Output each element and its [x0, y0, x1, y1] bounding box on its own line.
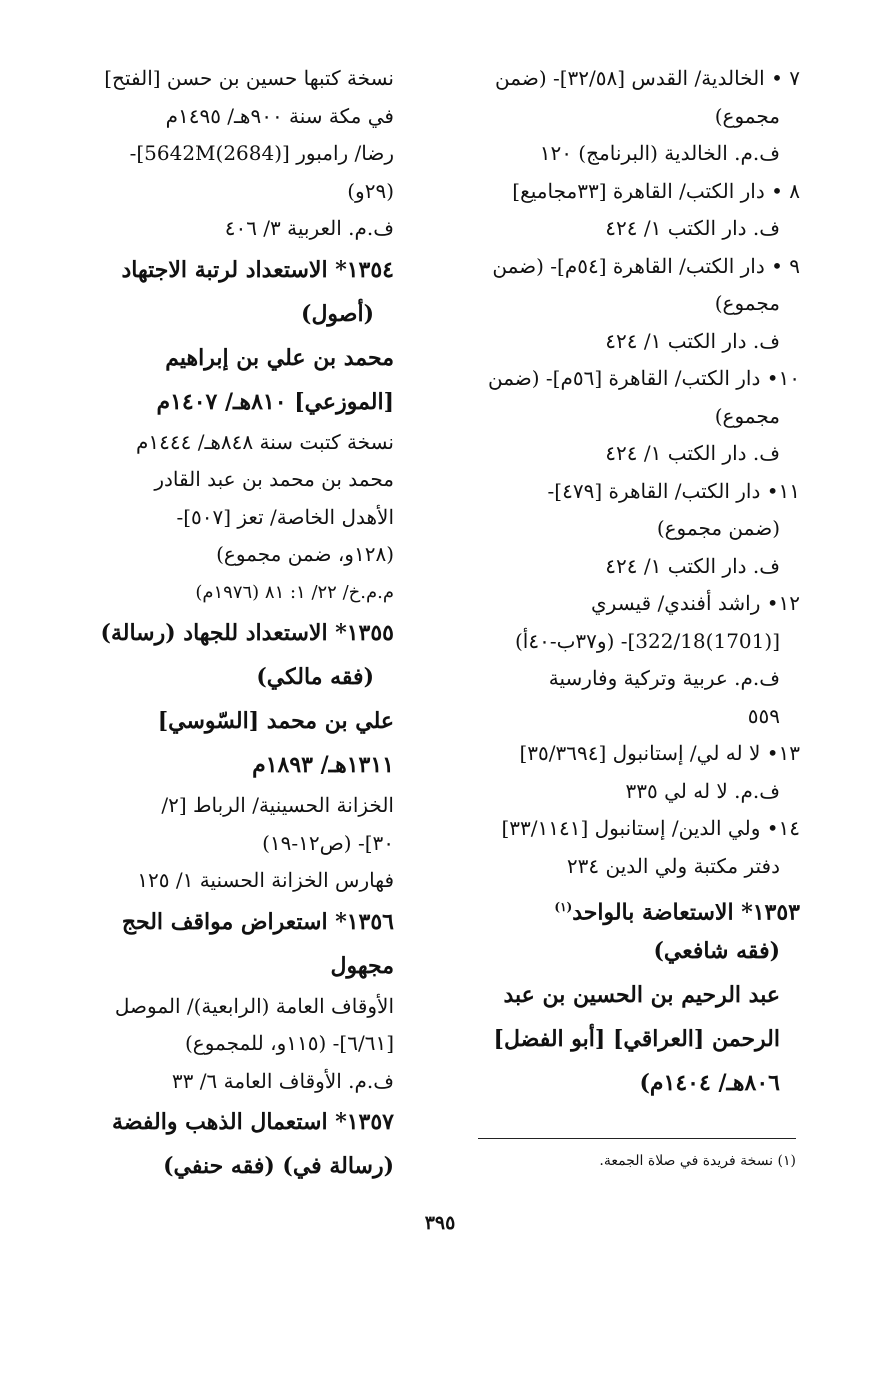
text-line: ١٤• ولي الدين/ إستانبول [٣٣/١١٤١] [501, 816, 800, 840]
text-line: (٢٩و) [347, 178, 394, 203]
text-line: في مكة سنة ٩٠٠هـ/ ١٤٩٥م [165, 103, 394, 128]
entry-author: الرحمن [العراقي] [أبو الفضل] [493, 1026, 780, 1052]
text-line: ٩ • دار الكتب/ القاهرة [٥٤م]- (ضمن [492, 253, 800, 278]
text-line: (ضمن مجموع) [656, 516, 780, 540]
text-line: ف.م. عربية وتركية وفارسية [548, 666, 780, 690]
left-column [72, 60, 394, 1188]
entry-category: (أصول) [301, 300, 374, 327]
text-line: ٨ • دار الكتب/ القاهرة [٣٣مجاميع] [512, 178, 800, 203]
entry-title: ١٣٥٥* الاستعداد للجهاد (رسالة) [100, 620, 394, 646]
text-line: محمد بن محمد بن عبد القادر [154, 467, 394, 491]
text-line: نسخة كتبت سنة ٨٤٨هـ/ ١٤٤٤م [136, 429, 394, 454]
text-line: ف.م. الأوقاف العامة ٦/ ٣٣ [171, 1068, 394, 1093]
text-line: رضا/ رامبور [5642M(2684)]- [129, 141, 394, 165]
footnote-divider [478, 1138, 796, 1139]
entry-category: (رسالة في) (فقه حنفي) [163, 1153, 394, 1179]
entry-author: [الموزعي] ٨١٠هـ/ ١٤٠٧م [156, 388, 394, 415]
entry-author: محمد بن علي بن إبراهيم [165, 344, 394, 371]
footnote: (١) نسخة فريدة في صلاة الجمعة. [599, 1153, 796, 1169]
text-line: الأهدل الخاصة/ تعز [٥٠٧]- [176, 504, 394, 529]
entry-author: مجهول [330, 952, 394, 979]
page-number: ٣٩٥ [424, 1212, 456, 1234]
text-line: ٧ • الخالدية/ القدس [٣٢/٥٨]- (ضمن [495, 66, 800, 90]
text-line: (١٢٨و، ضمن مجموع) [216, 542, 394, 566]
footnote-mark: (١) [554, 900, 573, 914]
entry-category: (فقه شافعي) [653, 938, 780, 964]
text-line: [(1701)322/18]- (و٣٧ب-٤٠أ) [514, 628, 780, 653]
text-line: مجموع) [714, 103, 780, 128]
text-line: ٥٥٩ [747, 703, 780, 728]
text-line: ف. دار الكتب ١/ ٤٢٤ [605, 553, 780, 578]
text-line: مجموع) [714, 291, 780, 315]
text-line: ف. دار الكتب ١/ ٤٢٤ [605, 328, 780, 353]
entry-date: ١٣١١هـ/ ١٨٩٣م [252, 752, 394, 778]
text-line: ١٠• دار الكتب/ القاهرة [٥٦م]- (ضمن [487, 366, 800, 390]
entry-title: ١٣٥٣* الاستعاضة بالواحد$^{(١)}$ [554, 899, 800, 926]
text-line: الأوقاف العامة (الرابعية)/ الموصل [114, 993, 394, 1018]
entry-category: (فقه مالكي) [256, 664, 374, 690]
entry-author: علي بن محمد [السّوسي] [157, 708, 394, 734]
text-line: مجموع) [714, 403, 780, 428]
text-line: ف.م. لا له لي ٣٣٥ [625, 778, 780, 803]
text-line: فهارس الخزانة الحسنية ١/ ١٢٥ [137, 868, 394, 892]
text-line: ١١• دار الكتب/ القاهرة [٤٧٩]- [547, 478, 800, 503]
text-line: [٦/٦١]- (١١٥و، للمجموع) [184, 1031, 394, 1055]
text-line: ١٢• راشد أفندي/ قيسري [591, 591, 800, 615]
text-line: دفتر مكتبة ولي الدين ٢٣٤ [566, 853, 780, 878]
right-column [460, 60, 800, 1105]
text-line: ف. دار الكتب ١/ ٤٢٤ [605, 216, 780, 240]
entry-title: ١٣٥٤* الاستعداد لرتبة الاجتهاد [121, 256, 394, 283]
text-line: نسخة كتبها حسين بن حسن [الفتح] [104, 66, 394, 90]
text-line: ٣٠]- (ص١٢-١٩) [262, 830, 394, 855]
text-line: ف.م. الخالدية (البرنامج) ١٢٠ [539, 141, 780, 165]
text-line: ف.م. العربية ٣/ ٤٠٦ [224, 216, 394, 240]
text-line: م.م.خ/ ٢٢/ ١: ٨١ (١٩٧٦م) [195, 581, 394, 603]
entry-author: عبد الرحيم بن الحسين بن عبد [503, 982, 780, 1008]
entry-title: ١٣٥٧* استعمال الذهب والفضة [112, 1109, 394, 1135]
text-line: ١٣• لا له لي/ إستانبول [٣٥/٣٦٩٤] [519, 741, 800, 765]
text-line: ف. دار الكتب ١/ ٤٢٤ [605, 441, 780, 465]
entry-date: ٨٠٦هـ/ ١٤٠٤م) [639, 1070, 780, 1096]
entry-title: ١٣٥٦* استعراض مواقف الحج [121, 908, 394, 935]
text-line: الخزانة الحسينية/ الرباط [٢/ [161, 793, 394, 817]
